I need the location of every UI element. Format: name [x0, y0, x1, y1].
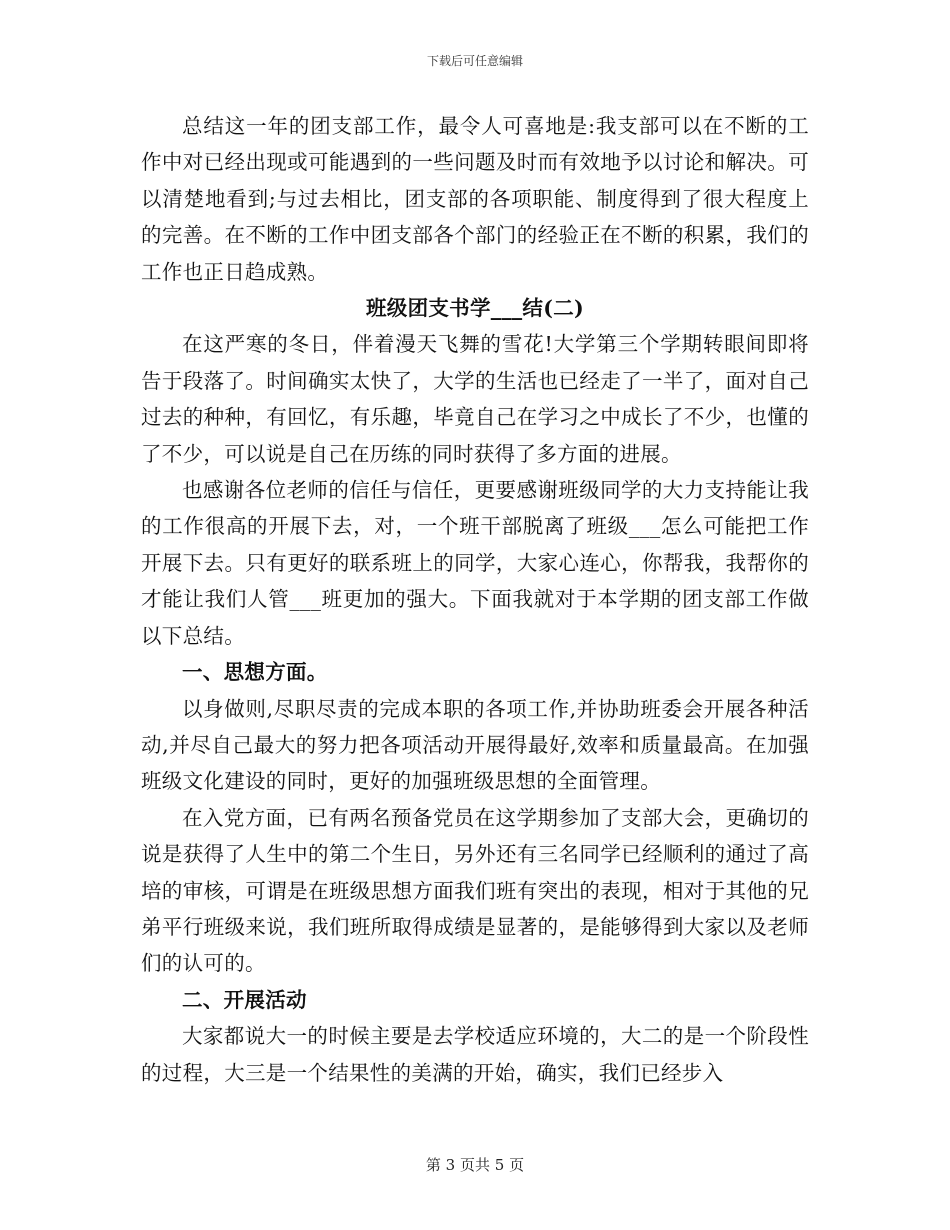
paragraph-3: 也感谢各位老师的信任与信任，更要感谢班级同学的大力支持能让我的工作很高的开展下去，对，一个班干部脱离了班级___怎么可能把工作开展下去。只有更好的联系班上的同学，大家心连心，你帮我，我帮你的才能让我们人管___班更加的强大。下面我就对于本学期的团支部工作做以下总结。 [141, 478, 809, 648]
document-body [141, 108, 809, 1091]
paragraph-4: 以身做则,尽职尽责的完成本职的各项工作,并协助班委会开展各种活动,并尽自己最大的努力把各项活动开展得最好,效率和质量最高。在加强班级文化建设的同时，更好的加强班级思想的全面管理。 [141, 696, 809, 794]
heading-thought: 一、思想方面。 [182, 660, 328, 685]
page-number: 第 3 页共 5 页 [425, 1156, 525, 1174]
paragraph-6: 大家都说大一的时候主要是去学校适应环境的，大二的是一个阶段性的过程，大三是一个结果性的美满的开始，确实，我们已经步入 [141, 1024, 809, 1085]
paragraph-5: 在入党方面，已有两名预备党员在这学期参加了支部大会，更确切的说是获得了人生中的第二个生日，另外还有三名同学已经顺利的通过了高培的审核，可谓是在班级思想方面我们班有突出的表现，相对于其他的兄弟平行班级来说，我们班所取得成绩是显著的，是能够得到大家以及老师们的认可的。 [141, 805, 809, 976]
paragraph-2: 在这严寒的冬日，伴着漫天飞舞的雪花!大学第三个学期转眼间即将告于段落了。时间确实太快了，大学的生活也已经走了一半了，面对自己过去的种种，有回忆，有乐趣，毕竟自己在学习之中成长了不少，也懂的了不少，可以说是自己在历练的同时获得了多方面的进展。 [141, 332, 809, 466]
paragraph-1: 总结这一年的团支部工作，最令人可喜地是:我支部可以在不断的工作中对已经出现或可能遇到的一些问题及时而有效地予以讨论和解决。可以清楚地看到;与过去相比，团支部的各项职能、制度得到了很大程度上的完善。在不断的工作中团支部各个部门的经验正在不断的积累，我们的工作也正日趋成熟。 [141, 114, 809, 284]
heading-activities: 二、开展活动 [182, 987, 307, 1012]
section-title: 班级团支书学___结(二) [365, 296, 585, 321]
page-header: 下载后可任意编辑 [426, 54, 523, 68]
